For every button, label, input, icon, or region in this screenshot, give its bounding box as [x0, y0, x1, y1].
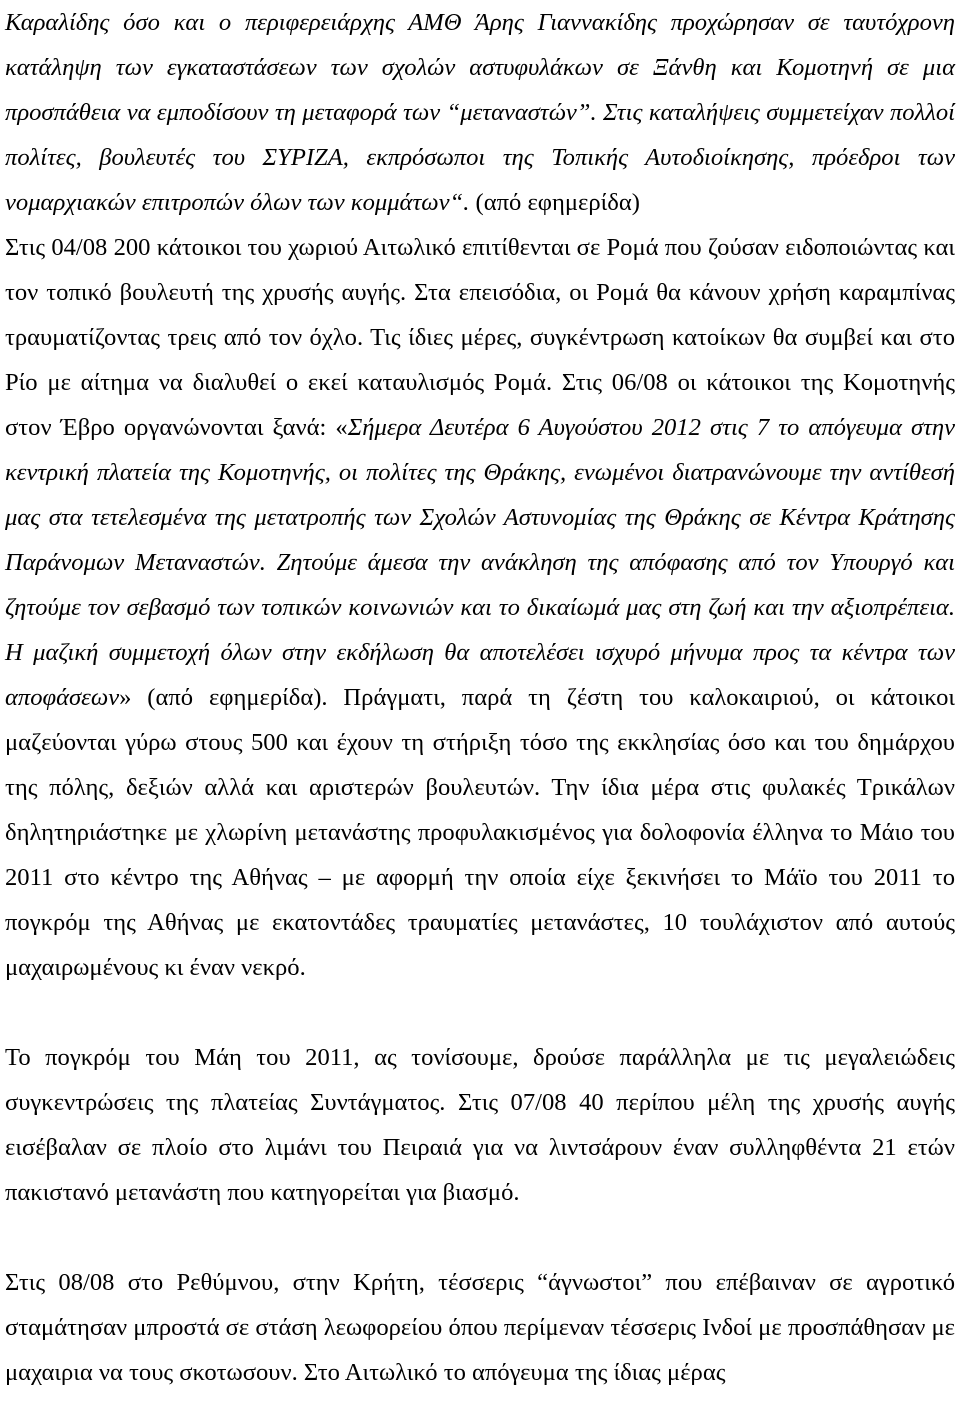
paragraph-1	[5, 0, 955, 225]
text-segment-italic: Καραλίδης όσο και ο περιφερειάρχης ΑΜΘ Άρης Γιαννακίδης προχώρησαν σε ταυτόχρονη κατάληψη των εγκαταστάσεων των σχολών αστυφυλάκων σε Ξάνθη και Κομοτηνή σε μια προσπάθεια να εμποδίσουν τη μεταφορά των “μεταναστών”. Στις καταλήψεις συμμετείχαν πολλοί πολίτες, βουλευτές του ΣΥΡΙΖΑ, εκπρόσωποι της Τοπικής Αυτοδιοίκησης, πρόεδροι των νομαρχιακών επιτροπών όλων των κομμάτων“.	[5, 9, 955, 216]
text-segment: Στις 08/08 στο Ρεθύμνου, στην Κρήτη, τέσσερις “άγνωστοι” που επέβαιναν σε αγροτικό σταμάτησαν μπροστά σε στάση λεωφορείου όπου περίμεναν τέσσερις Ινδοί με προσπάθησαν με μαχαιρια να τους σκοτωσουν. Στο Αιτωλικό το απόγευμα της ίδιας μέρας	[5, 1269, 955, 1386]
paragraph-3	[5, 1035, 955, 1215]
text-segment: » (από εφημερίδα). Πράγματι, παρά τη ζέστη του καλοκαιριού, οι κάτοικοι μαζεύονται γύρω στους 500 και έχουν τη στήριξη τόσο της εκκλησίας όσο και του δημάρχου της πόλης, δεξιών αλλά και αριστερών βουλευτών. Την ίδια μέρα στις φυλακές Τρικάλων δηλητηριάστηκε με χλωρίνη μετανάστης προφυλακισμένος για δολοφονία έλληνα το Μάιο του 2011 στο κέντρο της Αθήνας – με αφορμή την οποία είχε ξεκινήσει το Μάϊο του 2011 το πογκρόμ της Αθήνας με εκατοντάδες τραυματίες μετανάστες, 10 τουλάχιστον από αυτούς μαχαιρωμένους κι έναν νεκρό.	[5, 684, 955, 981]
text-segment: Το πογκρόμ του Μάη του 2011, ας τονίσουμε, δρούσε παράλληλα με τις μεγαλειώδεις συγκεντρώσεις της πλατείας Συντάγματος. Στις 07/08 40 περίπου μέλη της χρυσής αυγής εισέβαλαν σε πλοίο στο λιμάνι του Πειραιά για να λιντσάρουν έναν συλληφθέντα 21 ετών πακιστανό μετανάστη που κατηγορείται για βιασμό.	[5, 1044, 955, 1206]
text-segment-italic: Σήμερα Δευτέρα 6 Αυγούστου 2012 στις 7 το απόγευμα στην κεντρική πλατεία της Κομοτηνής, οι πολίτες της Θράκης, ενωμένοι διατρανώνουμε την αντίθεσή μας στα τετελεσμένα της μετατροπής των Σχολών Αστυνομίας της Θράκης σε Κέντρα Κράτησης Παράνομων Μεταναστών. Ζητούμε άμεσα την ανάκληση της απόφασης από τον Υπουργό και ζητούμε τον σεβασμό των τοπικών κοινωνιών και το δικαίωμά μας στη ζωή και την αξιοπρέπεια. Η μαζική συμμετοχή όλων στην εκδήλωση θα αποτελέσει ισχυρό μήνυμα προς τα κέντρα των αποφάσεων	[5, 414, 955, 711]
text-segment: Στις 04/08 200 κάτοικοι του χωριού Αιτωλικό επιτίθενται σε Ρομά που ζούσαν ειδοποιώντας και τον τοπικό βουλευτή της χρυσής αυγής. Στα επεισόδια, οι Ρομά θα κάνουν χρήση καραμπίνας τραυματίζοντας τρεις από τον όχλο. Τις ίδιες μέρες, συγκέντρωση κατοίκων θα συμβεί και στο Ρίο με αίτημα να διαλυθεί ο εκεί καταυλισμός Ρομά. Στις 06/08 οι κάτοικοι της Κομοτηνής στον Έβρο οργανώνονται ξανά: «	[5, 234, 955, 441]
text-segment: (από εφημερίδα)	[469, 189, 640, 216]
document-page	[5, 0, 955, 1395]
paragraph-4	[5, 1260, 955, 1395]
paragraph-2	[5, 225, 955, 990]
